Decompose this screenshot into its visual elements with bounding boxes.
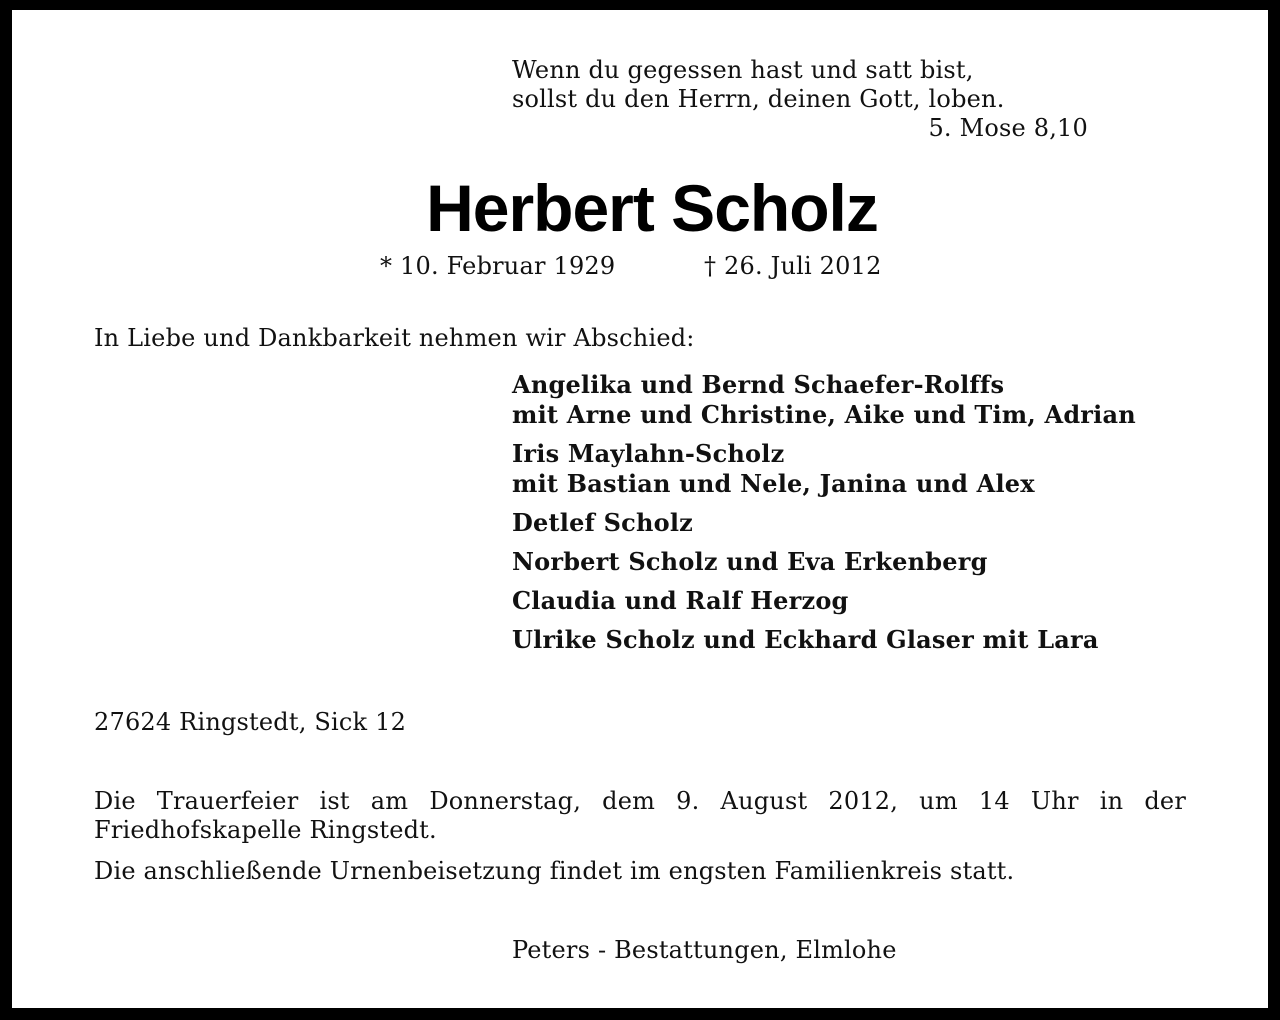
mourner-name: Claudia und Ralf Herzog [512, 586, 849, 615]
mourner-name: Norbert Scholz und Eva Erkenberg [512, 547, 988, 576]
funeral-service-info: Die Trauerfeier ist am Donnerstag, dem 9. August 2012, um 14 Uhr in der Friedhofskapelle Ringstedt. [94, 787, 1186, 844]
mourners-list [512, 370, 1136, 664]
verse-line-2: sollst du den Herrn, deinen Gott, loben. [512, 85, 1005, 113]
mourner-name: Ulrike Scholz und Eckhard Glaser mit Lara [512, 625, 1099, 654]
funeral-home: Peters - Bestattungen, Elmlohe [512, 936, 897, 964]
bible-verse [512, 56, 1005, 114]
mourner-entry [512, 547, 1136, 577]
mourner-name: Iris Maylahn-Scholz [512, 439, 785, 468]
birth-date: * 10. Februar 1929 [380, 252, 616, 280]
mourner-entry [512, 508, 1136, 538]
death-date: † 26. Juli 2012 [704, 252, 882, 280]
mourner-entry [512, 625, 1136, 655]
mourner-entry [512, 439, 1136, 499]
deceased-name: Herbert Scholz [426, 171, 878, 245]
verse-line-1: Wenn du gegessen hast und satt bist, [512, 56, 974, 84]
mourner-entry [512, 370, 1136, 430]
burial-info: Die anschließende Urnenbeisetzung findet im engsten Familienkreis statt. [94, 857, 1015, 885]
mourner-family: mit Arne und Christine, Aike und Tim, Adrian [512, 400, 1136, 429]
mourner-name: Angelika und Bernd Schaefer-Rolffs [512, 370, 1005, 399]
mourner-name: Detlef Scholz [512, 508, 693, 537]
verse-reference: 5. Mose 8,10 [928, 114, 1088, 142]
mourner-entry [512, 586, 1136, 616]
mourner-family: mit Bastian und Nele, Janina und Alex [512, 469, 1035, 498]
farewell-intro: In Liebe und Dankbarkeit nehmen wir Abschied: [94, 324, 695, 352]
family-address: 27624 Ringstedt, Sick 12 [94, 708, 407, 736]
